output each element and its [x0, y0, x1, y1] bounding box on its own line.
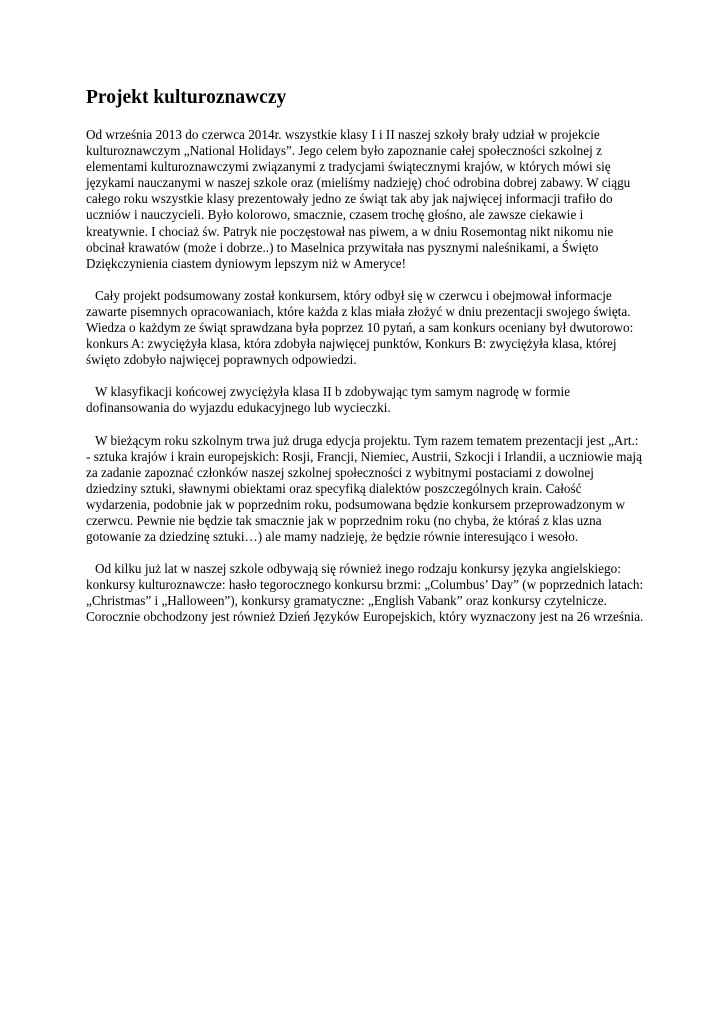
paragraph-final-classification: W klasyfikacji końcowej zwyciężyła klasa II b zdobywając tym samym nagrodę w formie dofinansowania do wyjazdu edukacyjnego lub wycieczki.: [86, 384, 571, 416]
paragraph-second-edition: W bieżącym roku szkolnym trwa już druga edycja projektu. Tym razem tematem prezentacji jest „Art.: - sztuka krajów i krain europejskich: Rosji, Francji, Niemiec, Austrii, Szkocji i Irlandii, a uczniowie mają za zadanie zapoznać członków naszej szkolnej społeczności z wybitnymi postaciami z dowolnej dziedziny sztuki, sławnymi obiektami oraz specyfiką dialektów poszczególnych krain. Całość wydarzenia, podobnie jak w poprzednim roku, podsumowana będzie konkursem przeprowadzonym w czerwcu. Pewnie nie będzie tak smacznie jak w poprzednim roku (no chyba, że któraś z klas uzna gotowanie za dziedzinę sztuki…) ale mamy nadzieję, że będzie równie interesująco i wesoło.: [86, 432, 642, 545]
paragraph-contest-summary: Cały projekt podsumowany został konkursem, który odbył się w czerwcu i obejmował informacje zawarte pisemnych opracowaniach, które każda z klas miała złożyć w dniu prezentacji swojego święta. Wiedza o każdym ze świąt sprawdzana była poprzez 10 pytań, a sam konkurs oceniany był dwutorowo: konkurs A: zwyciężyła klasa, która zdobyła najwięcej punktów, Konkurs B: zwyciężyła klasa, której święto zdobyło najwięcej poprawnych odpowiedzi.: [86, 287, 634, 368]
document-page: [86, 86, 646, 642]
paragraph-national-holidays: Od września 2013 do czerwca 2014r. wszystkie klasy I i II naszej szkoły brały udział w projekcie kulturoznawczym „National Holidays”. Jego celem było zapoznanie całej społeczności szkolnej z elementami kulturoznawczymi związanymi z tradycjami świątecznymi krajów, w których mówi się językami nauczanymi w naszej szkole oraz (mieliśmy nadzieję) choć odrobina dobrej zabawy. W ciągu całego roku wszystkie klasy prezentowały jedno ze świąt tak aby jak najwięcej informacji trafiło do uczniów i nauczycieli. Było kolorowo, smacznie, czasem trochę głośno, ale zawsze ciekawie i kreatywnie. I chociaż św. Patryk nie poczęstował nas piwem, a w dniu Rosemontag nikt nikomu nie obcinał krawatów (może i dobrze..) to Maselnica przywitała nas pysznymi naleśnikami, a Święto Dziękczynienia ciastem dyniowym lepszym niż w Ameryce!: [86, 127, 631, 271]
paragraph-english-contests: Od kilku już lat w naszej szkole odbywają się również inego rodzaju konkursy języka angielskiego: konkursy kulturoznawcze: hasło tegorocznego konkursu brzmi: „Columbus’ Day” (w poprzednich latach: „Christmas” i „Halloween”), konkursy gramatyczne: „English Vabank” oraz konkursy czytelnicze. Corocznie obchodzony jest również Dzień Języków Europejskich, który wyznaczony jest na 26 września.: [86, 561, 644, 625]
document-title: Projekt kulturoznawczy: [86, 87, 287, 108]
